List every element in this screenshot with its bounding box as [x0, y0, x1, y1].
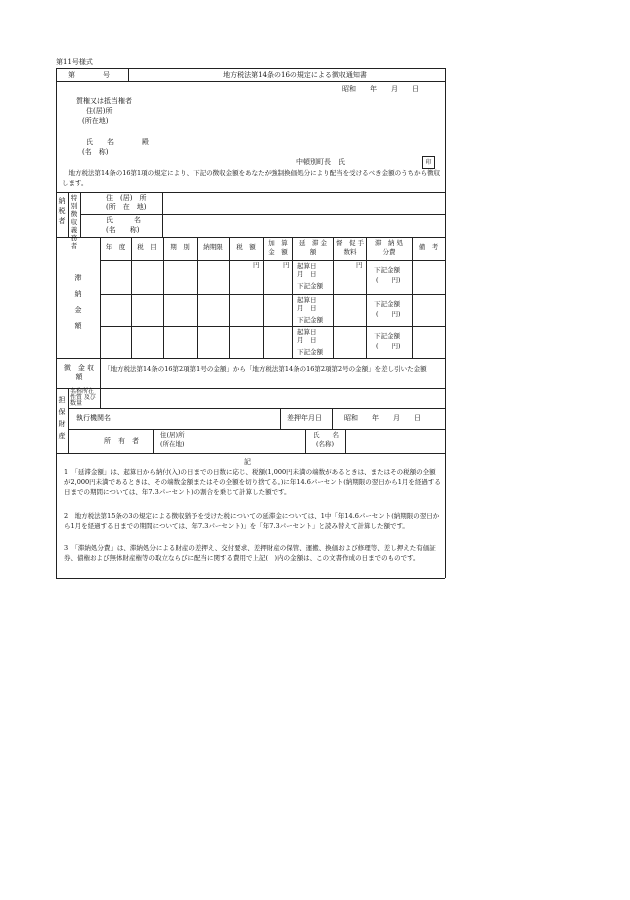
- header-fiscal-year: 年 度: [105, 243, 126, 251]
- form-number: 第11号様式: [56, 58, 93, 66]
- header-due-date: 納期限: [203, 243, 223, 251]
- header-remarks: 備 考: [418, 243, 439, 251]
- collection-label: 徴 金 収 額: [63, 364, 102, 381]
- owner-address-sub: (所在地): [160, 440, 185, 448]
- header-disposal-fee: 滞 納 処分費: [374, 239, 404, 256]
- issue-date: 昭和 年 月 日: [342, 85, 419, 93]
- header-delinquency: 延 滞 金 額: [298, 239, 334, 256]
- header-reminder-fee: 督 促 手数料: [335, 239, 365, 256]
- issuer-label: 中頓別町長 氏: [296, 158, 345, 166]
- header-additional: 加 算 金 額: [268, 239, 288, 256]
- collection-text: 「地方税法第14条の16第2項第1号の金額」から「地方税法第14条の16第2項第2号の金額」を差し引いた金額: [104, 365, 427, 373]
- note-item: 2 地方税法第15条の3の規定による徴収猶予を受けた税についての延滞金については、1中「年14.6パーセント(納期限の翌日から1月を経過する日までの期間については、年7.3パーセント)」を「年7.3パーセント」と読み替えて計算した額です。: [64, 512, 440, 530]
- seizure-date: 昭和 年 月 日: [344, 414, 421, 422]
- seizure-date-label: 差押年月日: [287, 414, 322, 422]
- note-item: 1 「延滞金額」は、起算日から納付(入)の日までの日数に応じ、税額(1,000円未満の端数があるときは、またはその税額の全額が2,000円未満であるときは、その端数金額またはその全額を切り捨てる。)に年14.6パーセント(納期限の翌日から1月を経過する日までの期間については、年7.3パーセント)の割合を乗じて計算した額です。: [64, 468, 441, 496]
- header-tax-item: 税 目: [137, 243, 157, 251]
- document-title: 地方税法第14条の16の規定による徴収通知書: [223, 71, 367, 79]
- owner-label: 所 有 者: [104, 437, 139, 445]
- addressee-name-sub: (名 称): [82, 148, 109, 156]
- owner-address-label: 住(居)所: [160, 431, 185, 439]
- note-item: 3 「滞納処分費」は、滞納処分による財産の差押え、交付要求、差押財産の保管、運搬、換価および修理等、差し押えた有価証券、債権および無体財産権等の取立ならびに配当に関する費用で上記( )内の金額は、この文書作成の日までのものです。: [64, 544, 436, 562]
- header-period: 期 別: [170, 243, 190, 251]
- taxpayer-address-label: 住 (居) 所: [106, 194, 147, 202]
- yen-unit-reminder: 円: [356, 261, 363, 269]
- addressee-address-label: 住(居)所: [86, 107, 113, 115]
- addressee-location-label: (所在地): [82, 117, 109, 125]
- addressee-name-label: 氏 名 殿: [86, 138, 149, 146]
- number-label: 第 号: [68, 71, 110, 79]
- taxpayer-name-sub: (名 称): [106, 226, 140, 234]
- collateral-sub-label: 名称所在 性質 及び数量: [70, 388, 96, 407]
- header-tax-amount: 税 額: [236, 243, 256, 251]
- notes-heading: 記: [244, 458, 251, 466]
- taxpayer-address-sub: (所 在 地): [106, 203, 147, 211]
- taxpayer-label: 納税者: [58, 197, 66, 225]
- special-collector-label: 特別徴収義務者: [70, 194, 78, 250]
- taxpayer-name-label: 氏 名: [106, 216, 141, 224]
- owner-name-sub: (名称): [316, 440, 335, 448]
- addressee-label: 質権又は抵当権者: [76, 97, 132, 105]
- owner-name-label: 氏 名: [313, 431, 339, 439]
- yen-unit-additional: 円: [283, 261, 290, 269]
- execution-agency-label: 執行機関名: [76, 414, 111, 422]
- seal-mark: 印: [422, 156, 435, 169]
- yen-unit-tax: 円: [253, 261, 260, 269]
- collateral-label: 担保財産: [58, 396, 66, 440]
- intro-text: 地方税法第14条の16第1項の規定により、下記の徴収金額をあなたが強制換価処分により配当を受けるべき金額のうちから徴収します。: [62, 169, 441, 187]
- arrears-label: 滞納金額: [74, 274, 82, 330]
